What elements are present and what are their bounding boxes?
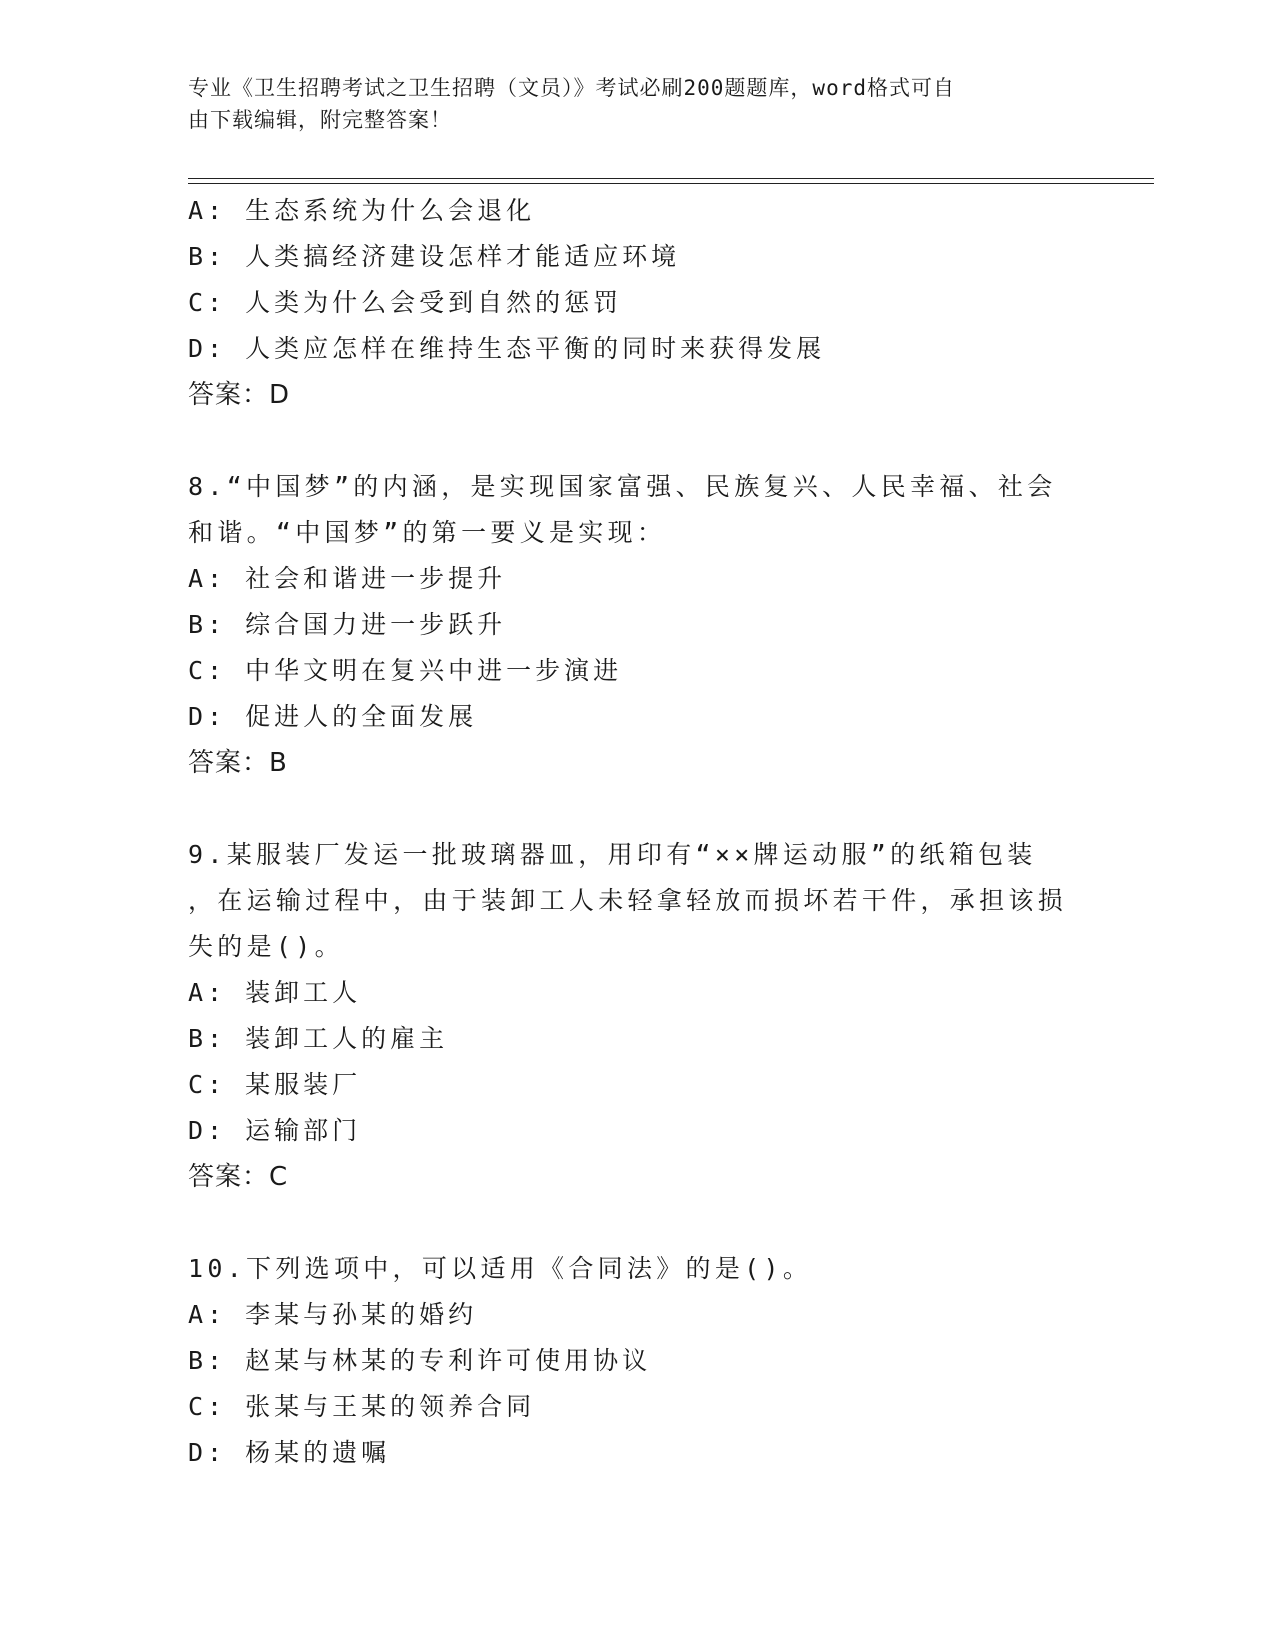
question-list [188,188,1068,1476]
question-10 [188,1246,1068,1476]
header-line-2: 由下载编辑，附完整答案！ [188,108,452,132]
answer: 答案：C [188,1162,289,1192]
answer: 答案：B [188,748,288,778]
option-c: C: 某服装厂 [188,1070,362,1099]
option-a: A: 装卸工人 [188,978,362,1007]
option-a: A: 社会和谐进一步提升 [188,564,507,593]
question-text-line: 8.“中国梦”的内涵，是实现国家富强、民族复兴、人民幸福、社会 [188,472,1057,501]
question-text-line: 10.下列选项中，可以适用《合同法》的是()。 [188,1254,813,1283]
answer: 答案：D [188,380,291,410]
option-b: B: 装卸工人的雇主 [188,1024,449,1053]
option-a: A: 生态系统为什么会退化 [188,196,536,225]
option-d: D: 运输部门 [188,1116,362,1145]
option-d: D: 杨某的遗嘱 [188,1438,391,1467]
question-text-line: ，在运输过程中，由于装卸工人未轻拿轻放而损坏若干件，承担该损 [188,886,1068,915]
option-a: A: 李某与孙某的婚约 [188,1300,478,1329]
question-text-line: 9.某服装厂发运一批玻璃器皿，用印有“××牌运动服”的纸箱包装 [188,840,1037,869]
question-text-line: 和谐。“中国梦”的第一要义是实现： [188,518,667,547]
option-c: C: 张某与王某的领养合同 [188,1392,536,1421]
option-c: C: 中华文明在复兴中进一步演进 [188,656,623,685]
question-text-line: 失的是()。 [188,932,344,961]
question-7 [188,188,1068,418]
option-b: B: 赵某与林某的专利许可使用协议 [188,1346,652,1375]
header-divider-top [188,178,1154,179]
option-d: D: 人类应怎样在维持生态平衡的同时来获得发展 [188,334,826,363]
option-c: C: 人类为什么会受到自然的惩罚 [188,288,623,317]
header-line-1: 专业《卫生招聘考试之卫生招聘（文员）》考试必刷200题题库，word格式可自 [188,76,955,100]
option-d: D: 促进人的全面发展 [188,702,478,731]
option-b: B: 综合国力进一步跃升 [188,610,507,639]
question-9 [188,832,1068,1200]
question-8 [188,464,1068,786]
document-header [188,72,1068,136]
option-b: B: 人类搞经济建设怎样才能适应环境 [188,242,681,271]
header-divider-bottom [188,183,1154,184]
